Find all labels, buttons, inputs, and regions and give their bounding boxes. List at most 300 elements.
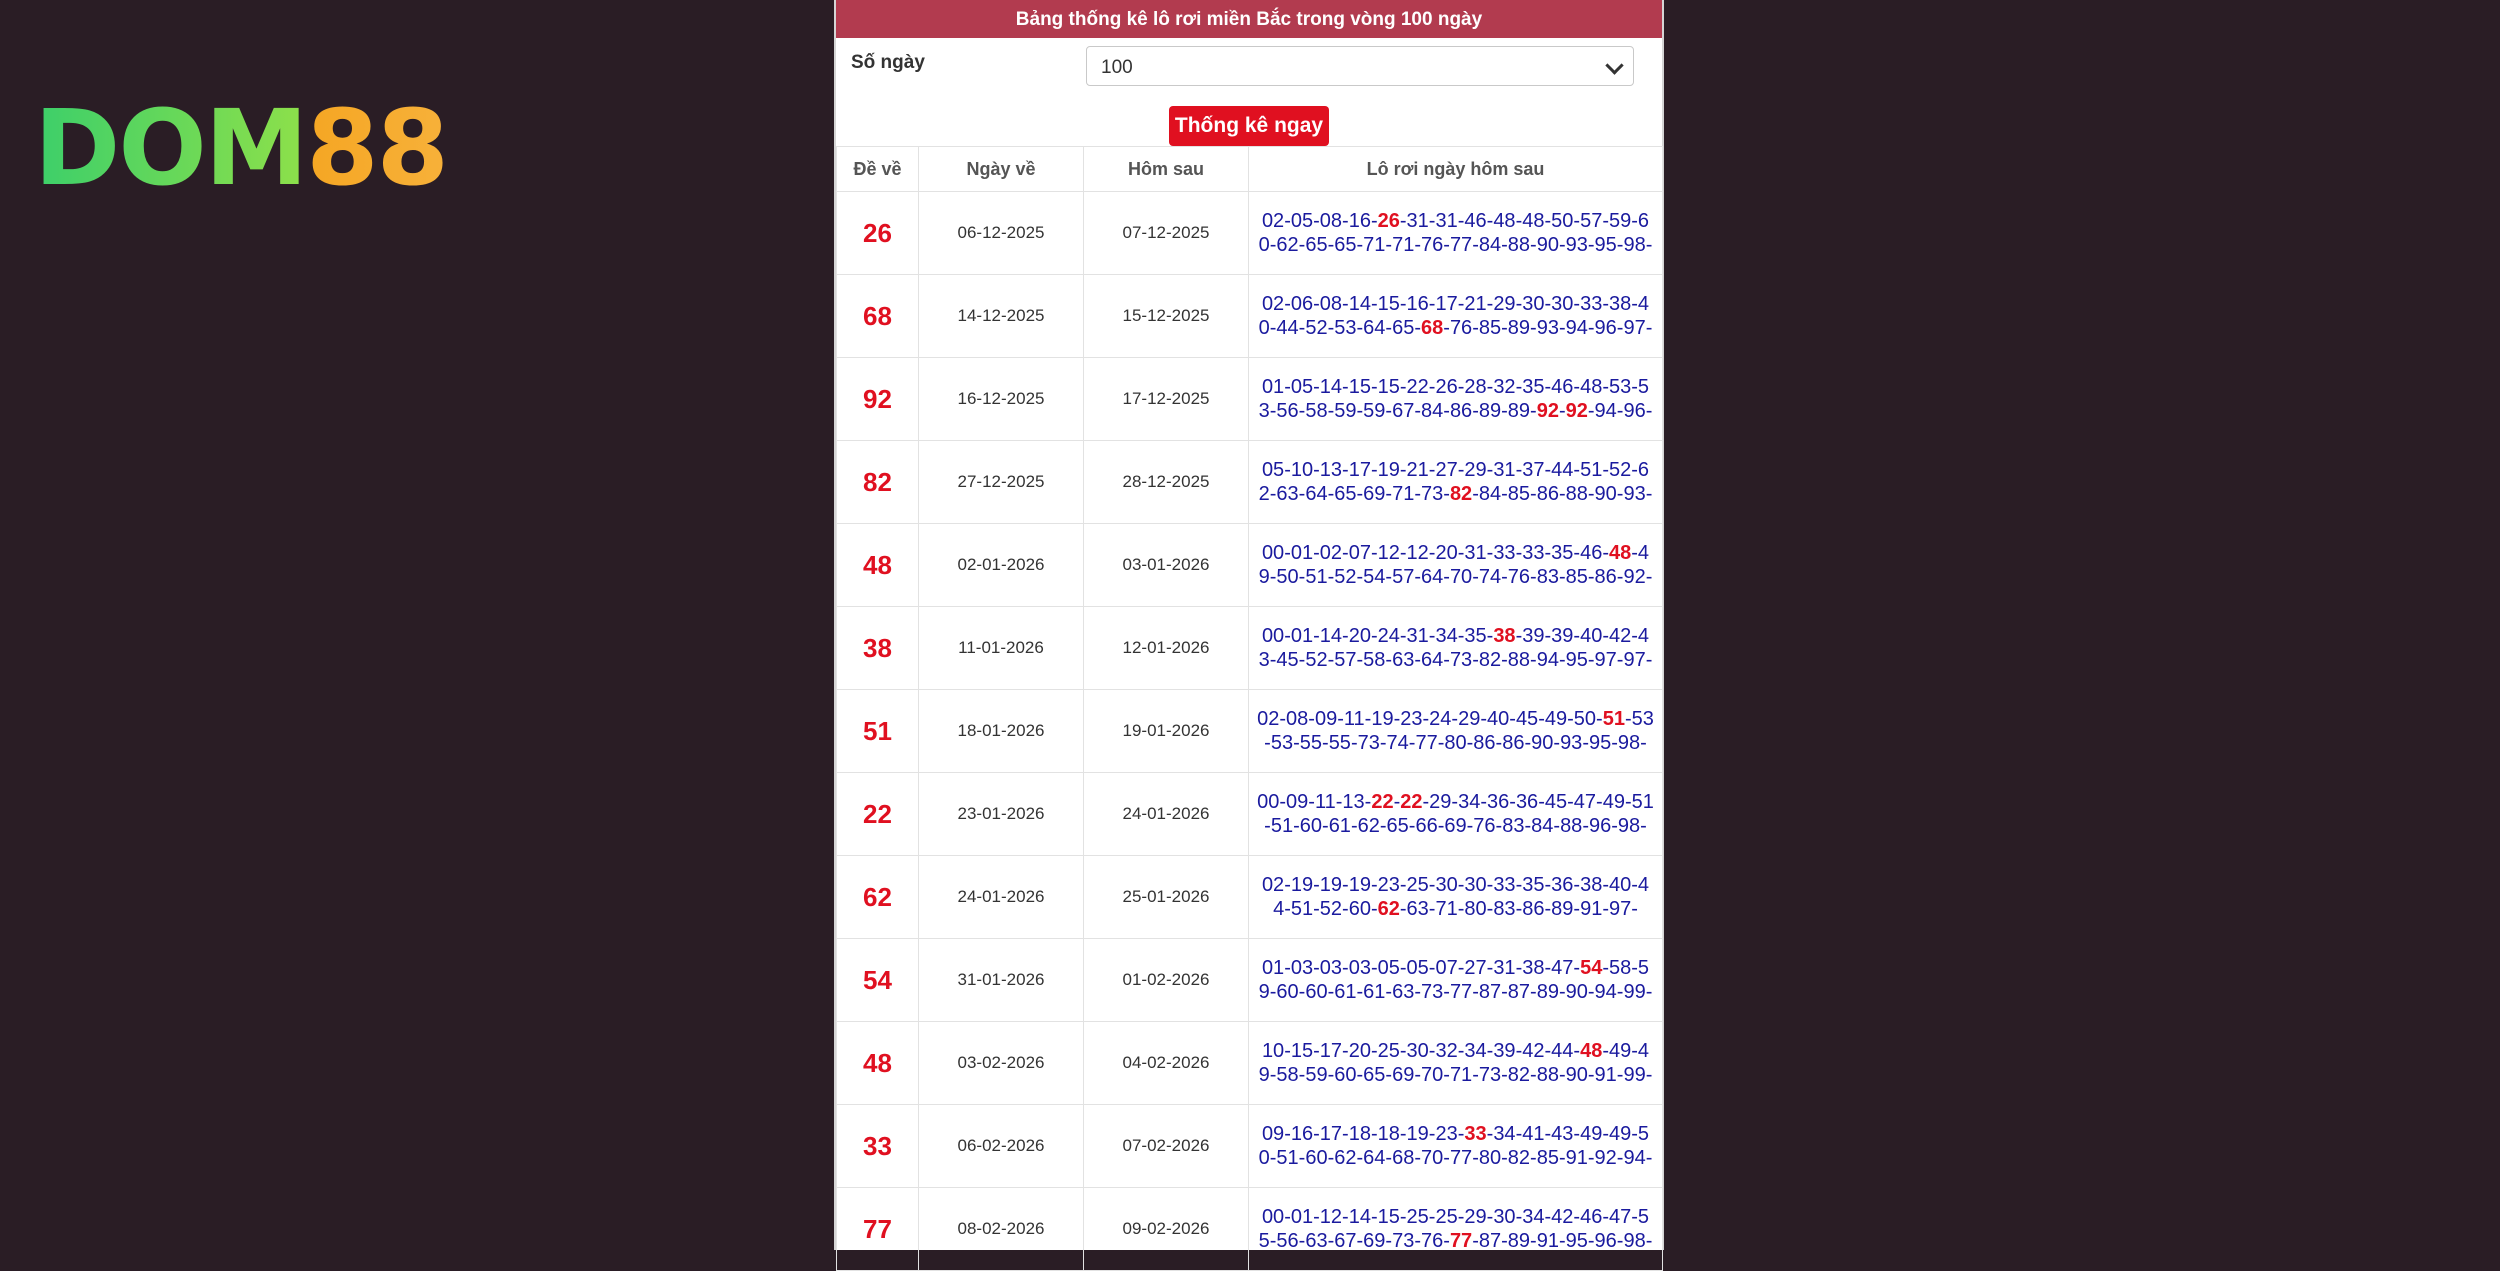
lo-number: 49 — [1580, 1123, 1603, 1145]
lo-number: 49 — [1602, 791, 1625, 813]
table-row — [837, 607, 1663, 690]
lo-number: 63 — [1305, 1230, 1328, 1252]
ngay-ve-cell: 24-01-2026 — [919, 856, 1084, 939]
lo-number: 89 — [1507, 400, 1531, 422]
de-ve-cell: 22 — [837, 773, 919, 856]
lo-number: 22 — [1406, 376, 1429, 398]
lo-number: 36 — [1515, 791, 1539, 813]
lo-number: 22 — [1400, 791, 1423, 813]
lo-number: 98 — [1623, 1230, 1646, 1252]
header-hom-sau: Hôm sau — [1084, 147, 1249, 192]
lo-number: 73 — [1421, 483, 1444, 505]
lo-number: 67 — [1334, 1230, 1357, 1252]
hom-sau-cell: 07-12-2025 — [1084, 192, 1249, 275]
de-ve-cell: 48 — [837, 1022, 919, 1105]
de-ve-cell: 48 — [837, 524, 919, 607]
lo-number: 76 — [1473, 815, 1496, 837]
hom-sau-cell: 24-01-2026 — [1084, 773, 1249, 856]
lo-number: 16 — [1290, 1123, 1314, 1145]
hom-sau-cell: 25-01-2026 — [1084, 856, 1249, 939]
hom-sau-cell: 01-02-2026 — [1084, 939, 1249, 1022]
lo-number: 77 — [1449, 1147, 1473, 1169]
ngay-ve-cell: 14-12-2025 — [919, 275, 1084, 358]
lo-number: 35 — [1551, 542, 1574, 564]
lo-number: 00 — [1257, 791, 1280, 813]
lo-number: 38 — [1609, 293, 1632, 315]
lo-number: 94 — [1594, 981, 1617, 1003]
lo-number: 46 — [1464, 210, 1487, 232]
lo-number: 85 — [1536, 1147, 1559, 1169]
lo-number: 01 — [1290, 1206, 1314, 1228]
lo-number: 28 — [1464, 376, 1487, 398]
lo-number: 51 — [1305, 566, 1328, 588]
lo-number: 40 — [1609, 874, 1632, 896]
panel-title: Bảng thống kê lô rơi miền Bắc trong vòng 100 ngày — [836, 0, 1662, 38]
lo-number: 99 — [1623, 981, 1646, 1003]
lo-number: 16 — [1348, 210, 1371, 232]
lo-number: 53 — [1334, 317, 1357, 339]
lo-number: 34 — [1435, 625, 1458, 647]
lo-number: 33 — [1493, 874, 1516, 896]
lo-number: 54 — [1580, 957, 1603, 979]
lo-number: 31 — [1435, 210, 1458, 232]
lo-number: 95 — [1588, 732, 1612, 754]
days-select-value: 100 — [1101, 57, 1133, 78]
hom-sau-cell: 28-12-2025 — [1084, 441, 1249, 524]
lo-number: 24 — [1429, 708, 1452, 730]
lo-number: 96 — [1588, 815, 1612, 837]
table-row — [837, 856, 1663, 939]
lo-roi-cell: 00-01-14-20-24-31-34-35-38-39-39-40-42-43-45-52-57-58-63-64-73-82-88-94-95-97-97- — [1249, 607, 1663, 690]
lo-number: 36 — [1551, 874, 1574, 896]
lo-number: 20 — [1435, 542, 1458, 564]
lo-number: 05 — [1290, 376, 1314, 398]
lo-number: 97 — [1609, 898, 1632, 920]
table-row — [837, 1022, 1663, 1105]
lo-number: 87 — [1507, 981, 1531, 1003]
lo-number: 58 — [1305, 400, 1328, 422]
lo-number: 42 — [1522, 1040, 1545, 1062]
lo-number: 19 — [1290, 874, 1314, 896]
brand-logo — [34, 87, 447, 209]
lo-number: 05 — [1406, 957, 1429, 979]
lo-number: 43 — [1258, 625, 1650, 671]
lo-number: 94 — [1594, 400, 1617, 422]
lo-number: 85 — [1507, 483, 1531, 505]
hom-sau-cell: 03-01-2026 — [1084, 524, 1249, 607]
lo-number: 53 — [1270, 732, 1294, 754]
de-ve-cell: 38 — [837, 607, 919, 690]
lo-number: 62 — [1276, 234, 1299, 256]
lo-number: 32 — [1435, 1040, 1458, 1062]
lo-number: 17 — [1435, 293, 1458, 315]
lo-number: 77 — [1449, 981, 1473, 1003]
lo-number: 14 — [1319, 376, 1343, 398]
lo-number: 09 — [1314, 708, 1338, 730]
ngay-ve-cell: 31-01-2026 — [919, 939, 1084, 1022]
ngay-ve-cell: 08-02-2026 — [919, 1188, 1084, 1271]
lo-number: 90 — [1536, 234, 1559, 256]
lo-number: 06 — [1290, 293, 1314, 315]
lo-number: 47 — [1573, 791, 1597, 813]
lo-number: 19 — [1348, 874, 1371, 896]
lo-number: 35 — [1464, 625, 1487, 647]
table-row — [837, 939, 1663, 1022]
lo-number: 98 — [1617, 815, 1641, 837]
lo-number: 02 — [1261, 210, 1285, 232]
lo-number: 17 — [1319, 1040, 1343, 1062]
lo-number: 84 — [1478, 483, 1502, 505]
lo-number: 60 — [1299, 815, 1323, 837]
lo-number: 77 — [1449, 1230, 1473, 1252]
lo-number: 93 — [1536, 317, 1559, 339]
lo-number: 34 — [1458, 791, 1481, 813]
lo-number: 33 — [1580, 293, 1603, 315]
lo-number: 86 — [1522, 898, 1545, 920]
lo-number: 56 — [1276, 1230, 1299, 1252]
lo-number: 52 — [1319, 898, 1343, 920]
lo-number: 18 — [1348, 1123, 1371, 1145]
lo-number: 15 — [1290, 1040, 1314, 1062]
lo-number: 14 — [1348, 1206, 1371, 1228]
lo-number: 38 — [1493, 625, 1516, 647]
lo-number: 09 — [1286, 791, 1309, 813]
lo-number: 12 — [1319, 1206, 1343, 1228]
lo-number: 95 — [1565, 1230, 1588, 1252]
hom-sau-cell: 15-12-2025 — [1084, 275, 1249, 358]
lo-number: 31 — [1406, 210, 1429, 232]
lo-number: 02 — [1257, 708, 1280, 730]
lo-number: 40 — [1487, 708, 1510, 730]
lo-number: 62 — [1377, 898, 1400, 920]
lo-number: 57 — [1334, 649, 1357, 671]
lo-number: 33 — [1522, 542, 1545, 564]
lo-number: 63 — [1392, 981, 1415, 1003]
lo-number: 85 — [1565, 566, 1588, 588]
hom-sau-cell: 09-02-2026 — [1084, 1188, 1249, 1271]
lo-number: 00 — [1261, 625, 1285, 647]
lo-number: 23 — [1435, 1123, 1458, 1145]
lo-number: 51 — [1580, 459, 1603, 481]
lo-number: 71 — [1449, 1064, 1473, 1086]
lo-number: 49 — [1609, 1040, 1632, 1062]
lo-number: 67 — [1392, 400, 1415, 422]
lo-number: 92 — [1623, 566, 1646, 588]
lo-number: 46 — [1580, 542, 1603, 564]
lo-number: 91 — [1565, 1147, 1588, 1169]
lo-number: 49 — [1258, 542, 1650, 588]
table-row — [837, 524, 1663, 607]
lo-number: 61 — [1334, 981, 1357, 1003]
lo-number: 82 — [1507, 1064, 1531, 1086]
lo-number: 71 — [1392, 483, 1415, 505]
lo-number: 01 — [1261, 376, 1285, 398]
lo-number: 59 — [1363, 400, 1386, 422]
lo-number: 02 — [1319, 542, 1343, 564]
lo-number: 57 — [1392, 566, 1415, 588]
de-ve-cell: 33 — [837, 1105, 919, 1188]
lo-number: 13 — [1342, 791, 1365, 813]
lo-number: 55 — [1258, 1206, 1650, 1252]
lo-number: 96 — [1594, 1230, 1617, 1252]
lo-number: 07 — [1348, 542, 1371, 564]
lo-number: 01 — [1261, 957, 1285, 979]
lo-number: 82 — [1507, 1147, 1531, 1169]
lo-number: 26 — [1377, 210, 1400, 232]
hom-sau-cell: 04-02-2026 — [1084, 1022, 1249, 1105]
lo-number: 94 — [1623, 1147, 1646, 1169]
lo-number: 98 — [1617, 732, 1641, 754]
lo-roi-cell: 10-15-17-20-25-30-32-34-39-42-44-48-49-49-58-59-60-65-69-70-71-73-82-88-90-91-99- — [1249, 1022, 1663, 1105]
lo-number: 10 — [1261, 1040, 1285, 1062]
lo-number: 73 — [1392, 1230, 1415, 1252]
lo-number: 90 — [1565, 1064, 1588, 1086]
lo-number: 60 — [1305, 1147, 1328, 1169]
lo-number: 38 — [1522, 957, 1545, 979]
lo-number: 14 — [1319, 625, 1343, 647]
lo-number: 62 — [1357, 815, 1380, 837]
lo-number: 31 — [1406, 625, 1429, 647]
lo-number: 42 — [1551, 1206, 1574, 1228]
lo-number: 65 — [1386, 815, 1409, 837]
lo-number: 83 — [1502, 815, 1525, 837]
lo-number: 74 — [1478, 566, 1502, 588]
lo-number: 66 — [1415, 815, 1438, 837]
lo-number: 09 — [1261, 1123, 1285, 1145]
lo-number: 86 — [1536, 483, 1559, 505]
lo-number: 23 — [1400, 708, 1423, 730]
de-ve-cell: 26 — [837, 192, 919, 275]
lo-number: 30 — [1435, 874, 1458, 896]
lo-roi-cell: 01-05-14-15-15-22-26-28-32-35-46-48-53-53-56-58-59-59-67-84-86-89-89-92-92-94-96- — [1249, 358, 1663, 441]
days-label: Số ngày — [851, 52, 925, 73]
lo-number: 90 — [1594, 483, 1617, 505]
lo-number: 50 — [1258, 1123, 1650, 1169]
lo-number: 89 — [1551, 898, 1574, 920]
lo-number: 44 — [1273, 874, 1650, 920]
lo-number: 12 — [1377, 542, 1400, 564]
lo-number: 93 — [1560, 732, 1583, 754]
lo-number: 39 — [1522, 625, 1545, 647]
lo-number: 33 — [1464, 1123, 1487, 1145]
lo-number: 45 — [1515, 708, 1539, 730]
lo-number: 57 — [1580, 210, 1603, 232]
lo-number: 34 — [1493, 1123, 1516, 1145]
lo-number: 46 — [1580, 1206, 1603, 1228]
lo-number: 92 — [1594, 1147, 1617, 1169]
lo-number: 31 — [1493, 459, 1516, 481]
hom-sau-cell: 19-01-2026 — [1084, 690, 1249, 773]
lo-number: 48 — [1580, 1040, 1603, 1062]
lo-number: 92 — [1536, 400, 1559, 422]
lo-number: 50 — [1573, 708, 1597, 730]
lo-number: 86 — [1473, 732, 1496, 754]
lo-number: 44 — [1551, 459, 1574, 481]
lo-roi-cell: 02-08-09-11-19-23-24-29-40-45-49-50-51-53-53-55-55-73-74-77-80-86-86-90-93-95-98- — [1249, 690, 1663, 773]
lo-number: 84 — [1478, 234, 1502, 256]
lo-number: 13 — [1319, 459, 1343, 481]
lo-number: 48 — [1493, 210, 1516, 232]
lo-number: 86 — [1502, 732, 1525, 754]
lo-number: 88 — [1560, 815, 1583, 837]
lo-number: 14 — [1348, 293, 1371, 315]
lo-number: 30 — [1522, 293, 1545, 315]
lo-number: 65 — [1334, 234, 1357, 256]
lo-number: 60 — [1334, 1064, 1357, 1086]
lo-number: 30 — [1406, 1040, 1429, 1062]
lo-number: 87 — [1478, 981, 1502, 1003]
lo-number: 71 — [1435, 898, 1458, 920]
lo-roi-cell: 02-19-19-19-23-25-30-30-33-35-36-38-40-44-51-52-60-62-63-71-80-83-86-89-91-97- — [1249, 856, 1663, 939]
lo-number: 89 — [1507, 1230, 1531, 1252]
logo-text-dom: DOM — [34, 87, 307, 209]
lo-number: 94 — [1536, 649, 1559, 671]
lo-number: 52 — [1334, 566, 1357, 588]
table-row — [837, 358, 1663, 441]
lo-number: 21 — [1464, 293, 1487, 315]
header-ngay-ve: Ngày về — [919, 147, 1084, 192]
lo-number: 51 — [1631, 791, 1654, 813]
lo-number: 02 — [1261, 874, 1285, 896]
table-row — [837, 690, 1663, 773]
lo-number: 37 — [1522, 459, 1545, 481]
lo-number: 64 — [1421, 566, 1444, 588]
lo-number: 50 — [1276, 566, 1299, 588]
lo-number: 71 — [1363, 234, 1386, 256]
lo-number: 91 — [1580, 898, 1603, 920]
lo-number: 69 — [1363, 483, 1386, 505]
hom-sau-cell: 17-12-2025 — [1084, 358, 1249, 441]
lo-number: 15 — [1377, 1206, 1400, 1228]
table-row — [837, 441, 1663, 524]
lo-number: 46 — [1551, 376, 1574, 398]
lo-number: 32 — [1493, 376, 1516, 398]
lo-number: 68 — [1421, 317, 1444, 339]
lo-number: 52 — [1305, 649, 1328, 671]
lo-number: 08 — [1286, 708, 1309, 730]
results-table — [836, 146, 1663, 1271]
lo-number: 77 — [1415, 732, 1438, 754]
de-ve-cell: 54 — [837, 939, 919, 1022]
lo-number: 74 — [1386, 732, 1409, 754]
lo-number: 35 — [1522, 376, 1545, 398]
lo-number: 58 — [1363, 649, 1386, 671]
lo-number: 97 — [1594, 649, 1617, 671]
lo-number: 01 — [1290, 542, 1314, 564]
lo-number: 59 — [1609, 210, 1632, 232]
submit-stats-button[interactable]: Thống kê ngay — [1169, 106, 1329, 146]
lo-number: 02 — [1261, 293, 1285, 315]
lo-roi-cell: 02-06-08-14-15-16-17-21-29-30-30-33-38-40-44-52-53-64-65-68-76-85-89-93-94-96-97- — [1249, 275, 1663, 358]
de-ve-cell: 82 — [837, 441, 919, 524]
lo-number: 29 — [1464, 1206, 1487, 1228]
lo-number: 95 — [1565, 649, 1588, 671]
de-ve-cell: 51 — [837, 690, 919, 773]
lo-number: 65 — [1363, 1064, 1386, 1086]
lo-number: 62 — [1334, 1147, 1357, 1169]
lo-number: 59 — [1305, 1064, 1328, 1086]
lo-number: 17 — [1319, 1123, 1343, 1145]
lo-number: 05 — [1261, 459, 1285, 481]
lo-number: 60 — [1348, 898, 1371, 920]
lo-number: 36 — [1487, 791, 1510, 813]
lo-number: 64 — [1363, 1147, 1386, 1169]
lo-number: 98 — [1623, 234, 1646, 256]
lo-number: 52 — [1609, 459, 1632, 481]
lo-number: 05 — [1290, 210, 1314, 232]
lo-number: 63 — [1406, 898, 1429, 920]
lo-number: 93 — [1565, 234, 1588, 256]
lo-number: 40 — [1258, 293, 1650, 339]
lo-number: 89 — [1536, 981, 1559, 1003]
lo-number: 30 — [1493, 1206, 1516, 1228]
de-ve-cell: 62 — [837, 856, 919, 939]
de-ve-cell: 92 — [837, 358, 919, 441]
lo-number: 80 — [1464, 898, 1487, 920]
lo-number: 27 — [1464, 957, 1487, 979]
lo-roi-cell: 02-05-08-16-26-31-31-46-48-48-50-57-59-60-62-65-65-71-71-76-77-84-88-90-93-95-98- — [1249, 192, 1663, 275]
lo-roi-cell: 00-01-02-07-12-12-20-31-33-33-35-46-48-49-50-51-52-54-57-64-70-74-76-83-85-86-92- — [1249, 524, 1663, 607]
lo-number: 93 — [1623, 483, 1646, 505]
lo-number: 44 — [1276, 317, 1299, 339]
lo-number: 55 — [1328, 732, 1351, 754]
days-form-row — [836, 38, 1662, 98]
lo-number: 18 — [1377, 1123, 1400, 1145]
lo-number: 24 — [1377, 625, 1400, 647]
lo-number: 19 — [1371, 708, 1394, 730]
table-row — [837, 773, 1663, 856]
lo-number: 48 — [1580, 376, 1603, 398]
lo-number: 39 — [1551, 625, 1574, 647]
lo-number: 97 — [1623, 317, 1646, 339]
lo-number: 17 — [1348, 459, 1371, 481]
hom-sau-cell: 12-01-2026 — [1084, 607, 1249, 690]
chevron-down-icon — [1605, 56, 1623, 74]
ngay-ve-cell: 06-12-2025 — [919, 192, 1084, 275]
days-select[interactable] — [1086, 46, 1634, 86]
lo-number: 97 — [1623, 649, 1646, 671]
lo-number: 07 — [1435, 957, 1458, 979]
lo-number: 84 — [1421, 400, 1444, 422]
lo-number: 99 — [1623, 1064, 1646, 1086]
lo-number: 71 — [1392, 234, 1415, 256]
lo-number: 64 — [1421, 649, 1444, 671]
lo-number: 88 — [1507, 234, 1531, 256]
lo-number: 88 — [1536, 1064, 1559, 1086]
lo-number: 19 — [1319, 874, 1343, 896]
lo-number: 60 — [1258, 210, 1650, 256]
header-lo-roi: Lô rơi ngày hôm sau — [1249, 147, 1663, 192]
lo-number: 73 — [1421, 981, 1444, 1003]
lo-number: 34 — [1522, 1206, 1545, 1228]
ngay-ve-cell: 27-12-2025 — [919, 441, 1084, 524]
lo-number: 73 — [1357, 732, 1380, 754]
lo-number: 38 — [1580, 874, 1603, 896]
lo-number: 21 — [1406, 459, 1429, 481]
lo-number: 65 — [1392, 317, 1415, 339]
lo-number: 62 — [1258, 459, 1650, 505]
lo-number: 03 — [1290, 957, 1314, 979]
de-ve-cell: 77 — [837, 1188, 919, 1271]
lo-number: 34 — [1464, 1040, 1487, 1062]
stats-panel — [834, 0, 1664, 1250]
lo-number: 15 — [1377, 293, 1400, 315]
lo-number: 48 — [1522, 210, 1545, 232]
lo-number: 45 — [1276, 649, 1299, 671]
lo-number: 52 — [1305, 317, 1328, 339]
lo-number: 83 — [1493, 898, 1516, 920]
lo-number: 95 — [1594, 234, 1617, 256]
